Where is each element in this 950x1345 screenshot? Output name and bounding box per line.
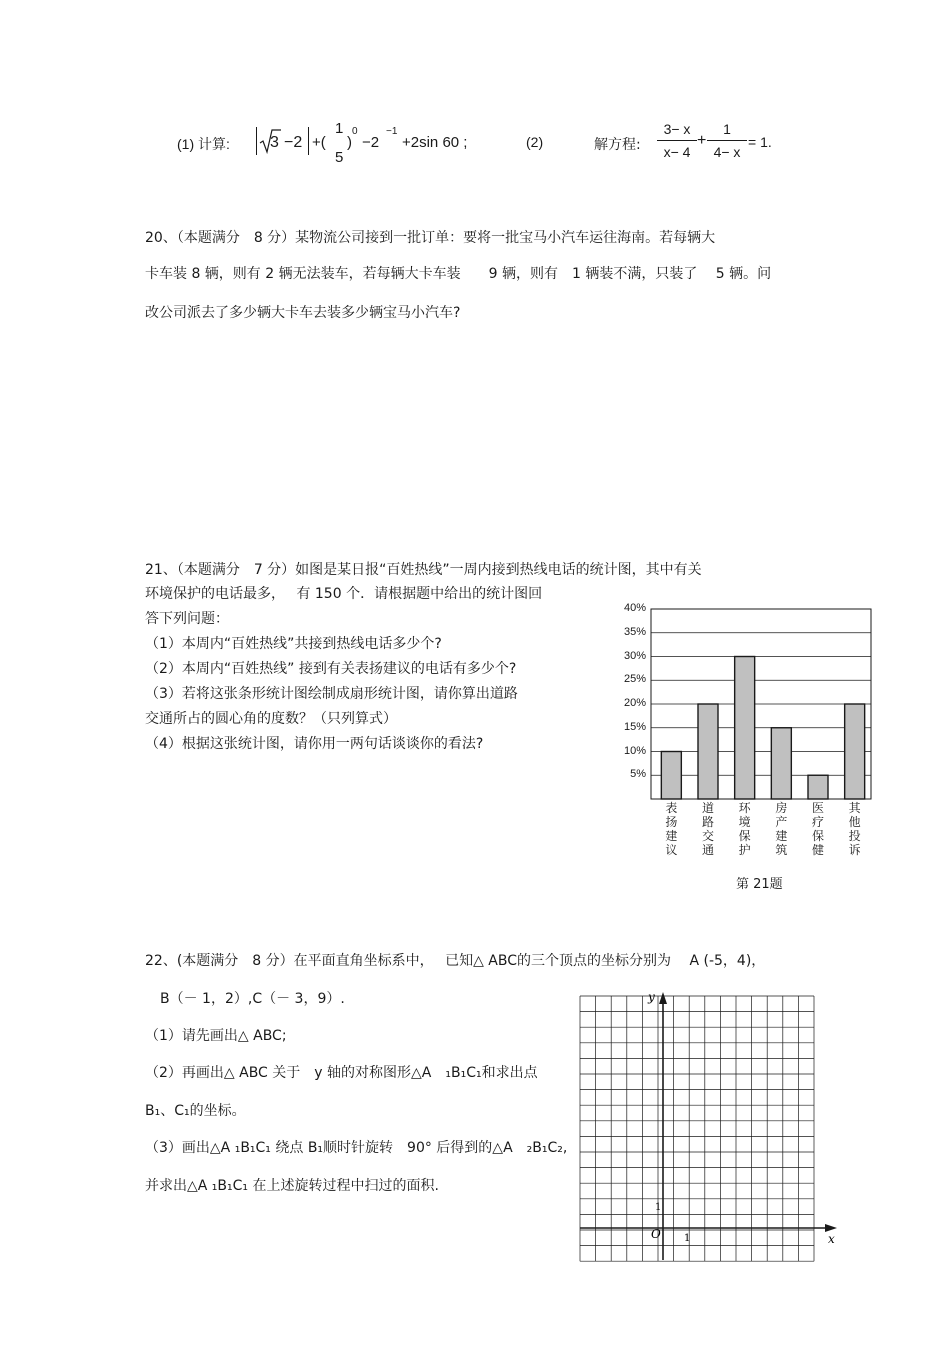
exponent-zero: 0 [352, 126, 358, 137]
minus-two-power: −2 [362, 134, 380, 151]
q21-sub4: （4）根据这张统计图，请你用一两句话谈谈你的看法? [145, 736, 484, 752]
x-category-label: 房产建筑 [775, 801, 788, 857]
q22-sub2a: （2）再画出△ ABC 关于 y 轴的对称图形△A ₁B₁C₁和求出点 [145, 1065, 538, 1081]
exponent-neg-one: −1 [386, 126, 398, 137]
fraction1-bar [657, 140, 697, 141]
coordinate-grid [575, 985, 845, 1265]
fraction2-num: 1 [723, 121, 731, 137]
bar [808, 775, 828, 799]
sqrt-radicand: 3 [270, 134, 279, 151]
y-tick-label: 10% [623, 744, 646, 757]
plus-open-paren: +( [312, 134, 326, 151]
q21-line3: 答下列问题： [145, 611, 229, 627]
q21-sub3b: 交通所占的圆心角的度数？（只列算式） [145, 711, 397, 727]
abs-bar-left [256, 127, 257, 155]
fraction2-den: 4− x [713, 144, 741, 160]
q21-line1: 21、（本题满分 7 分）如图是某日报“百姓热线”一周内接到热线电话的统计图，其中有关 [145, 562, 702, 578]
q20-line3: 改公司派去了多少辆大卡车去装多少辆宝马小汽车? [145, 305, 461, 321]
plus-sign: + [697, 132, 707, 149]
q22-sub3b: 并求出△A ₁B₁C₁ 在上述旋转过程中扫过的面积. [145, 1178, 439, 1194]
y-tick-label: 5% [630, 768, 646, 781]
q21-sub3a: （3）若将这张条形统计图绘制成扇形统计图，请你算出道路 [145, 686, 518, 702]
q21-sub2: （2）本周内“百姓热线” 接到有关表扬建议的电话有多少个? [145, 661, 517, 677]
chart-caption: 第 21题 [736, 877, 783, 892]
equals-one: = 1. [748, 134, 772, 150]
fraction1-den: x− 4 [663, 144, 691, 160]
bar-chart-svg [650, 608, 872, 801]
y-tick-label: 40% [623, 602, 646, 614]
q22-line2: B（－ 1，2）,C（－ 3，9）. [160, 991, 345, 1007]
fraction1-num: 3− x [663, 121, 691, 137]
q22-sub3a: （3）画出△A ₁B₁C₁ 绕点 B₁顺时针旋转 90° 后得到的△A ₂B₁C₂, [145, 1140, 568, 1156]
frac-denominator: 5 [335, 149, 344, 166]
q21-sub1: （1）本周内“百姓热线”共接到热线电话多少个? [145, 636, 442, 652]
x-axis-label: x [828, 1232, 835, 1246]
q21-line2: 环境保护的电话最多， 有 150 个．请根据题中给出的统计图回 [145, 586, 543, 602]
y-tick-label: 20% [623, 697, 646, 709]
y-tick-label: 25% [623, 673, 646, 686]
y-axis-arrow-icon [659, 992, 667, 1004]
abs-bar-right [308, 127, 309, 155]
y-tick-label: 15% [623, 720, 646, 733]
q19-part1-label: (1) 计算: [177, 136, 230, 152]
grid-lines [580, 996, 814, 1261]
x-unit-label: 1 [684, 1233, 691, 1244]
y-unit-label: 1 [655, 1202, 662, 1213]
y-tick-label: 30% [623, 649, 646, 662]
minus-two: −2 [284, 134, 303, 151]
bar [698, 704, 718, 799]
q22-sub2b: B₁、C₁的坐标。 [145, 1103, 246, 1119]
x-category-label: 其他投诉 [848, 801, 861, 857]
bar [735, 657, 755, 800]
fraction2-bar [707, 140, 747, 141]
x-category-label: 环境保护 [738, 801, 751, 857]
x-category-label: 道路交通 [702, 801, 715, 857]
q22-line1: 22、(本题满分 8 分）在平面直角坐标系中， 已知△ ABC的三个顶点的坐标分别为 A (-5，4)， [145, 953, 766, 969]
q20-line1: 20、（本题满分 8 分）某物流公司接到一批订单：要将一批宝马小汽车运往海南。若每辆大 [145, 230, 716, 246]
q22-sub1: （1）请先画出△ ABC; [145, 1028, 287, 1044]
frac-numerator: 1 [335, 120, 344, 137]
bar [771, 728, 791, 799]
sin-term: +2sin 60 ; [402, 134, 468, 151]
x-axis-arrow-icon [825, 1224, 837, 1232]
q19-part2-text: 解方程: [594, 137, 641, 153]
y-tick-label: 35% [623, 625, 646, 638]
bar [845, 704, 865, 799]
bar [661, 752, 681, 800]
origin-label: O [651, 1227, 661, 1241]
x-category-label: 表扬建议 [665, 801, 678, 857]
y-axis-label: y [648, 990, 655, 1004]
q20-line2: 卡车装 8 辆，则有 2 辆无法装车，若每辆大卡车装 9 辆，则有 1 辆装不满，只装了 5 辆。问 [145, 266, 772, 282]
x-category-label: 医疗保健 [812, 801, 825, 857]
q19-part2-label: (2) [526, 134, 544, 150]
close-paren: ) [347, 134, 352, 151]
